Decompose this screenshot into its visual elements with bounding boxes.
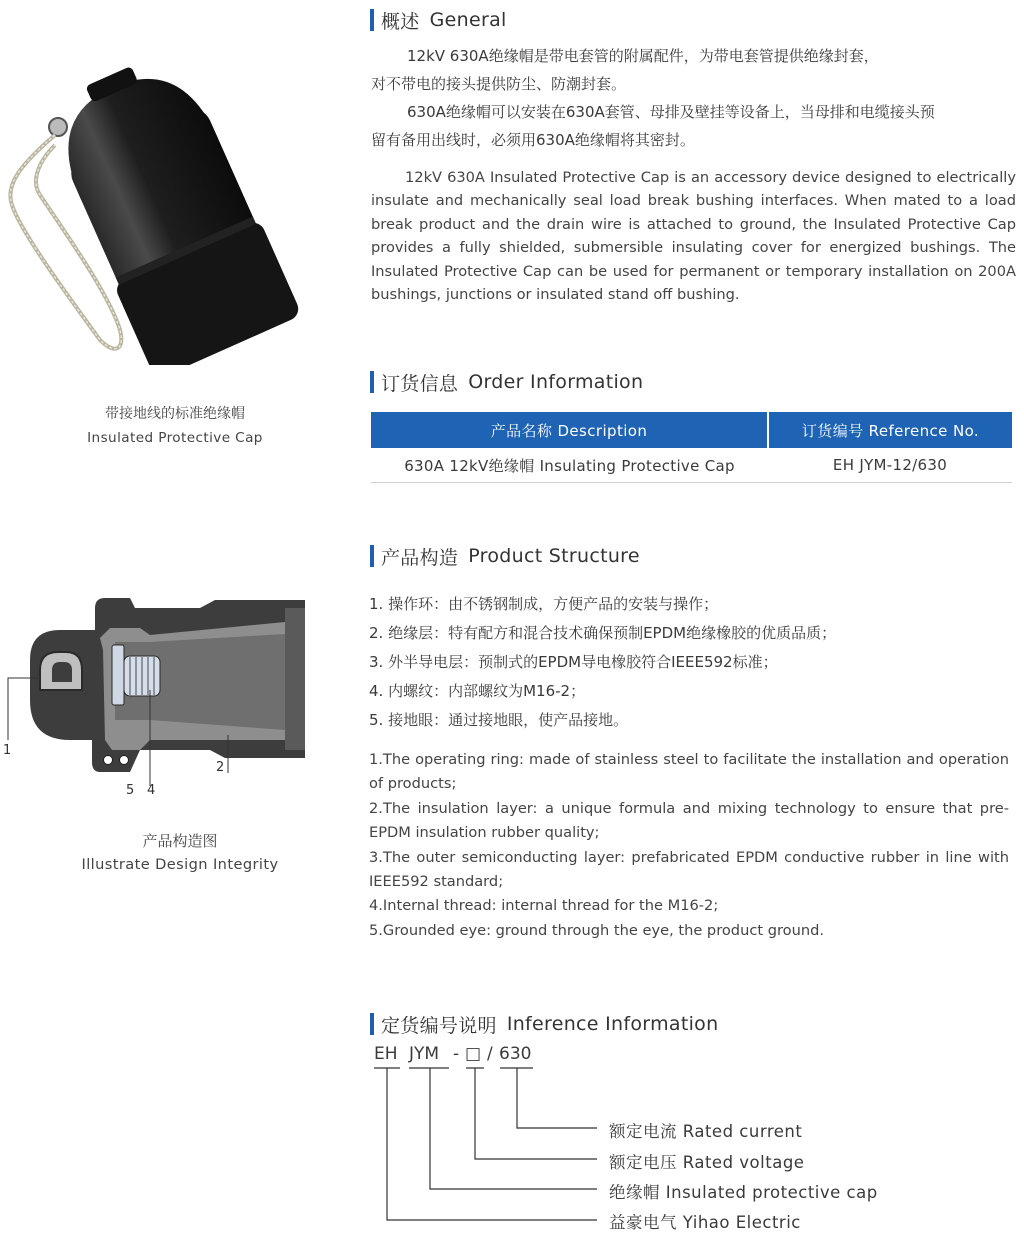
list-item: 3.The outer semiconducting layer: prefabricated EPDM conductive rubber in line with IEEE592 standard; xyxy=(369,848,1009,891)
structure-list-en xyxy=(369,748,1009,943)
general-zh-line-1: 12kV 630A绝缘帽是带电套管的附属配件，为带电套管提供绝缘封套， xyxy=(407,47,879,65)
cell-description: 630A 12kV绝缘帽 Insulating Protective Cap xyxy=(371,448,768,483)
product-photo-caption xyxy=(60,402,290,450)
header-description: 产品名称 Description xyxy=(371,412,768,448)
structure-diagram-caption xyxy=(60,829,300,877)
diagram-label-4: 4 xyxy=(147,783,156,798)
diagram-label-5: 5 xyxy=(126,783,135,798)
code-630: 630 xyxy=(499,1044,532,1064)
legend-rated-voltage: 额定电压 Rated voltage xyxy=(609,1153,805,1172)
list-item: 5.Grounded eye: ground through the eye, the product ground. xyxy=(369,921,824,939)
section-title-en: General xyxy=(429,9,507,31)
structure-list-zh xyxy=(369,590,836,735)
inference-section-title xyxy=(370,1011,718,1037)
section-title-zh: 订货信息 xyxy=(381,372,459,395)
code-slash: / xyxy=(487,1044,493,1064)
header-reference: 订货编号 Reference No. xyxy=(768,412,1012,448)
list-item: 3. 外半导电层：预制式的EPDM导电橡胶符合IEEE592标准； xyxy=(369,653,778,671)
list-item: 5. 接地眼：通过接地眼，使产品接地。 xyxy=(369,711,629,729)
legend-rated-current: 额定电流 Rated current xyxy=(609,1122,803,1141)
order-table xyxy=(371,412,1012,483)
section-title-en: Inference Information xyxy=(506,1013,719,1035)
section-title-en: Product Structure xyxy=(468,545,640,567)
code-dash: - xyxy=(453,1044,460,1064)
list-item: 2. 绝缘层：特有配方和混合技术确保预制EPDM绝缘橡胶的优质品质； xyxy=(369,624,837,642)
section-bar xyxy=(370,545,374,567)
section-title-zh: 定货编号说明 xyxy=(381,1014,497,1037)
general-zh-line-3: 630A绝缘帽可以安装在630A套管、母排及壁挂等设备上，当母排和电缆接头预 xyxy=(407,103,935,121)
order-section-title xyxy=(370,369,643,395)
section-bar xyxy=(370,1013,374,1035)
general-zh-line-2: 对不带电的接头提供防尘、防潮封套。 xyxy=(371,75,627,93)
list-item: 2.The insulation layer: a unique formula and mixing technology to ensure that pre-EPDM insulation rubber quality; xyxy=(369,799,1009,842)
code-jym: JYM xyxy=(409,1044,440,1064)
product-photo xyxy=(0,55,310,365)
legend-insulated-cap: 绝缘帽 Insulated protective cap xyxy=(609,1183,878,1202)
structure-section-title xyxy=(370,543,640,569)
table-row xyxy=(371,448,1012,483)
section-title-en: Order Information xyxy=(468,371,644,393)
caption-zh: 带接地线的标准绝缘帽 xyxy=(105,406,245,422)
general-zh-line-4: 留有备用出线时，必须用630A绝缘帽将其密封。 xyxy=(371,131,695,149)
list-item: 4. 内螺纹：内部螺纹为M16-2； xyxy=(369,682,586,700)
cell-reference: EH JYM-12/630 xyxy=(768,448,1012,483)
list-item: 4.Internal thread: internal thread for the M16-2; xyxy=(369,897,719,915)
general-section-title xyxy=(370,7,507,33)
caption-zh: 产品构造图 xyxy=(142,832,218,850)
section-bar xyxy=(370,371,374,393)
code-box: □ xyxy=(465,1044,482,1064)
diagram-label-1: 1 xyxy=(3,743,12,758)
list-item: 1. 操作环：由不锈钢制成，方便产品的安装与操作； xyxy=(369,595,719,613)
section-title-zh: 概述 xyxy=(381,10,420,33)
code-leader-lines xyxy=(0,1060,620,1232)
caption-en: Illustrate Design Integrity xyxy=(81,856,279,873)
section-title-zh: 产品构造 xyxy=(381,546,459,569)
code-eh: EH xyxy=(374,1044,398,1064)
caption-en: Insulated Protective Cap xyxy=(87,430,263,446)
section-bar xyxy=(370,9,374,31)
legend-yihao-electric: 益豪电气 Yihao Electric xyxy=(609,1213,801,1232)
general-en-paragraph: 12kV 630A Insulated Protective Cap is an accessory device designed to electrically insulate and mechanically seal load break bushing interfaces. When mated to a load break product and the drain wire is attached to ground, the Insulated Protective Cap provides a fully shielded, submersible insulating cover for energized bushings. The Insulated Protective Cap can be used for permanent or temporary installation on 200A bushings, junctions or insulated stand off bushing. xyxy=(371,169,1016,304)
order-table-header xyxy=(371,412,1012,448)
list-item: 1.The operating ring: made of stainless steel to facilitate the installation and operation of products; xyxy=(369,751,1009,793)
diagram-label-2: 2 xyxy=(216,760,225,775)
structure-diagram xyxy=(0,590,310,800)
